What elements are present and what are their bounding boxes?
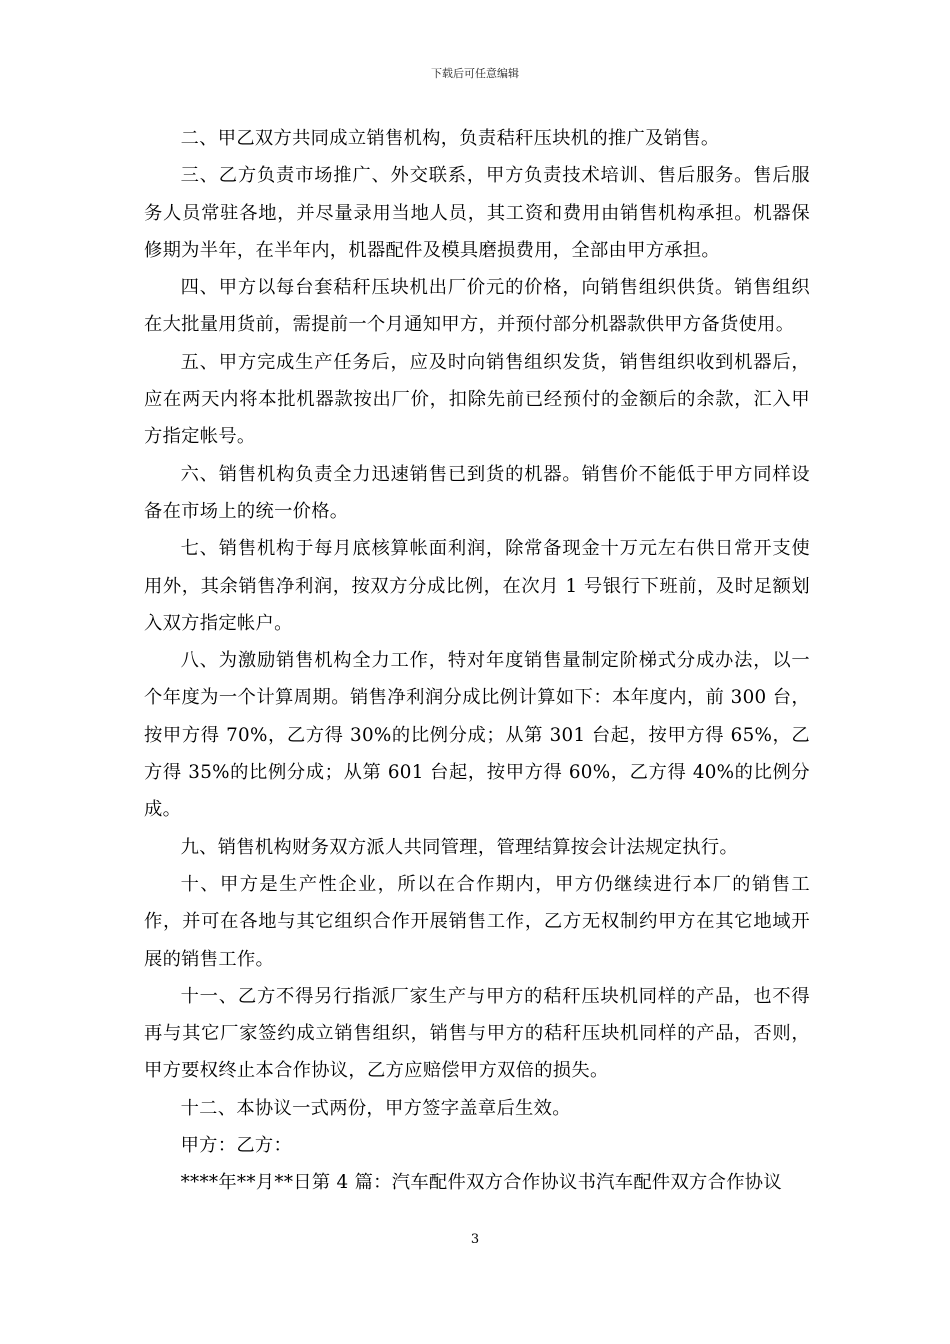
signature-line: 甲方：乙方： [180,1135,293,1157]
clause-7: 七、销售机构于每月底核算帐面利润，除常备现金十万元左右供日常开支使用外，其余销售净利润，按双方分成比例，在次月 1 号银行下班前，及时足额划入双方指定帐户。 [144,538,810,634]
document-body [144,120,810,1202]
clause-11: 十一、乙方不得另行指派厂家生产与甲方的秸秆压块机同样的产品，也不得再与其它厂家签约成立销售组织，销售与甲方的秸秆压块机同样的产品，否则，甲方要权终止本合作协议，乙方应赔偿甲方双倍的损失。 [144,985,810,1082]
clause-6: 六、销售机构负责全力迅速销售已到货的机器。销售价不能低于甲方同样设备在市场上的统一价格。 [144,463,810,522]
clause-5: 五、甲方完成生产任务后，应及时向销售组织发货，销售组织收到机器后，应在两天内将本批机器款按出厂价，扣除先前已经预付的金额后的余款，汇入甲方指定帐号。 [144,351,810,448]
clause-8: 八、为激励销售机构全力工作，特对年度销售量制定阶梯式分成办法，以一个年度为一个计算周期。销售净利润分成比例计算如下：本年度内，前 300 台，按甲方得 70%，乙方得 30%的比例分成；从第 301 台起，按甲方得 65%，乙方得 35%的比例分成；从第 601 台起，按甲方得 60%，乙方得 40%的比例分成。 [144,650,810,821]
date-line: ****年**月**日第 4 篇：汽车配件双方合作协议书汽车配件双方合作协议 [180,1172,782,1194]
clause-2: 二、甲乙双方共同成立销售机构，负责秸秆压块机的推广及销售。 [180,128,720,149]
clause-12: 十二、本协议一式两份，甲方签字盖章后生效。 [180,1097,571,1119]
clause-3: 三、乙方负责市场推广、外交联系，甲方负责技术培训、售后服务。售后服务人员常驻各地，并尽量录用当地人员，其工资和费用由销售机构承担。机器保修期为半年，在半年内，机器配件及模具磨损费用，全部由甲方承担。 [144,165,810,261]
page-header: 下载后可任意编辑 [431,67,519,80]
clause-4: 四、甲方以每台套秸秆压块机出厂价元的价格，向销售组织供货。销售组织在大批量用货前，需提前一个月通知甲方，并预付部分机器款供甲方备货使用。 [144,277,810,336]
clause-10: 十、甲方是生产性企业，所以在合作期内，甲方仍继续进行本厂的销售工作，并可在各地与其它组织合作开展销售工作，乙方无权制约甲方在其它地域开展的销售工作。 [144,873,810,970]
clause-9: 九、销售机构财务双方派人共同管理，管理结算按会计法规定执行。 [180,836,739,858]
page-number: 3 [470,1232,480,1247]
